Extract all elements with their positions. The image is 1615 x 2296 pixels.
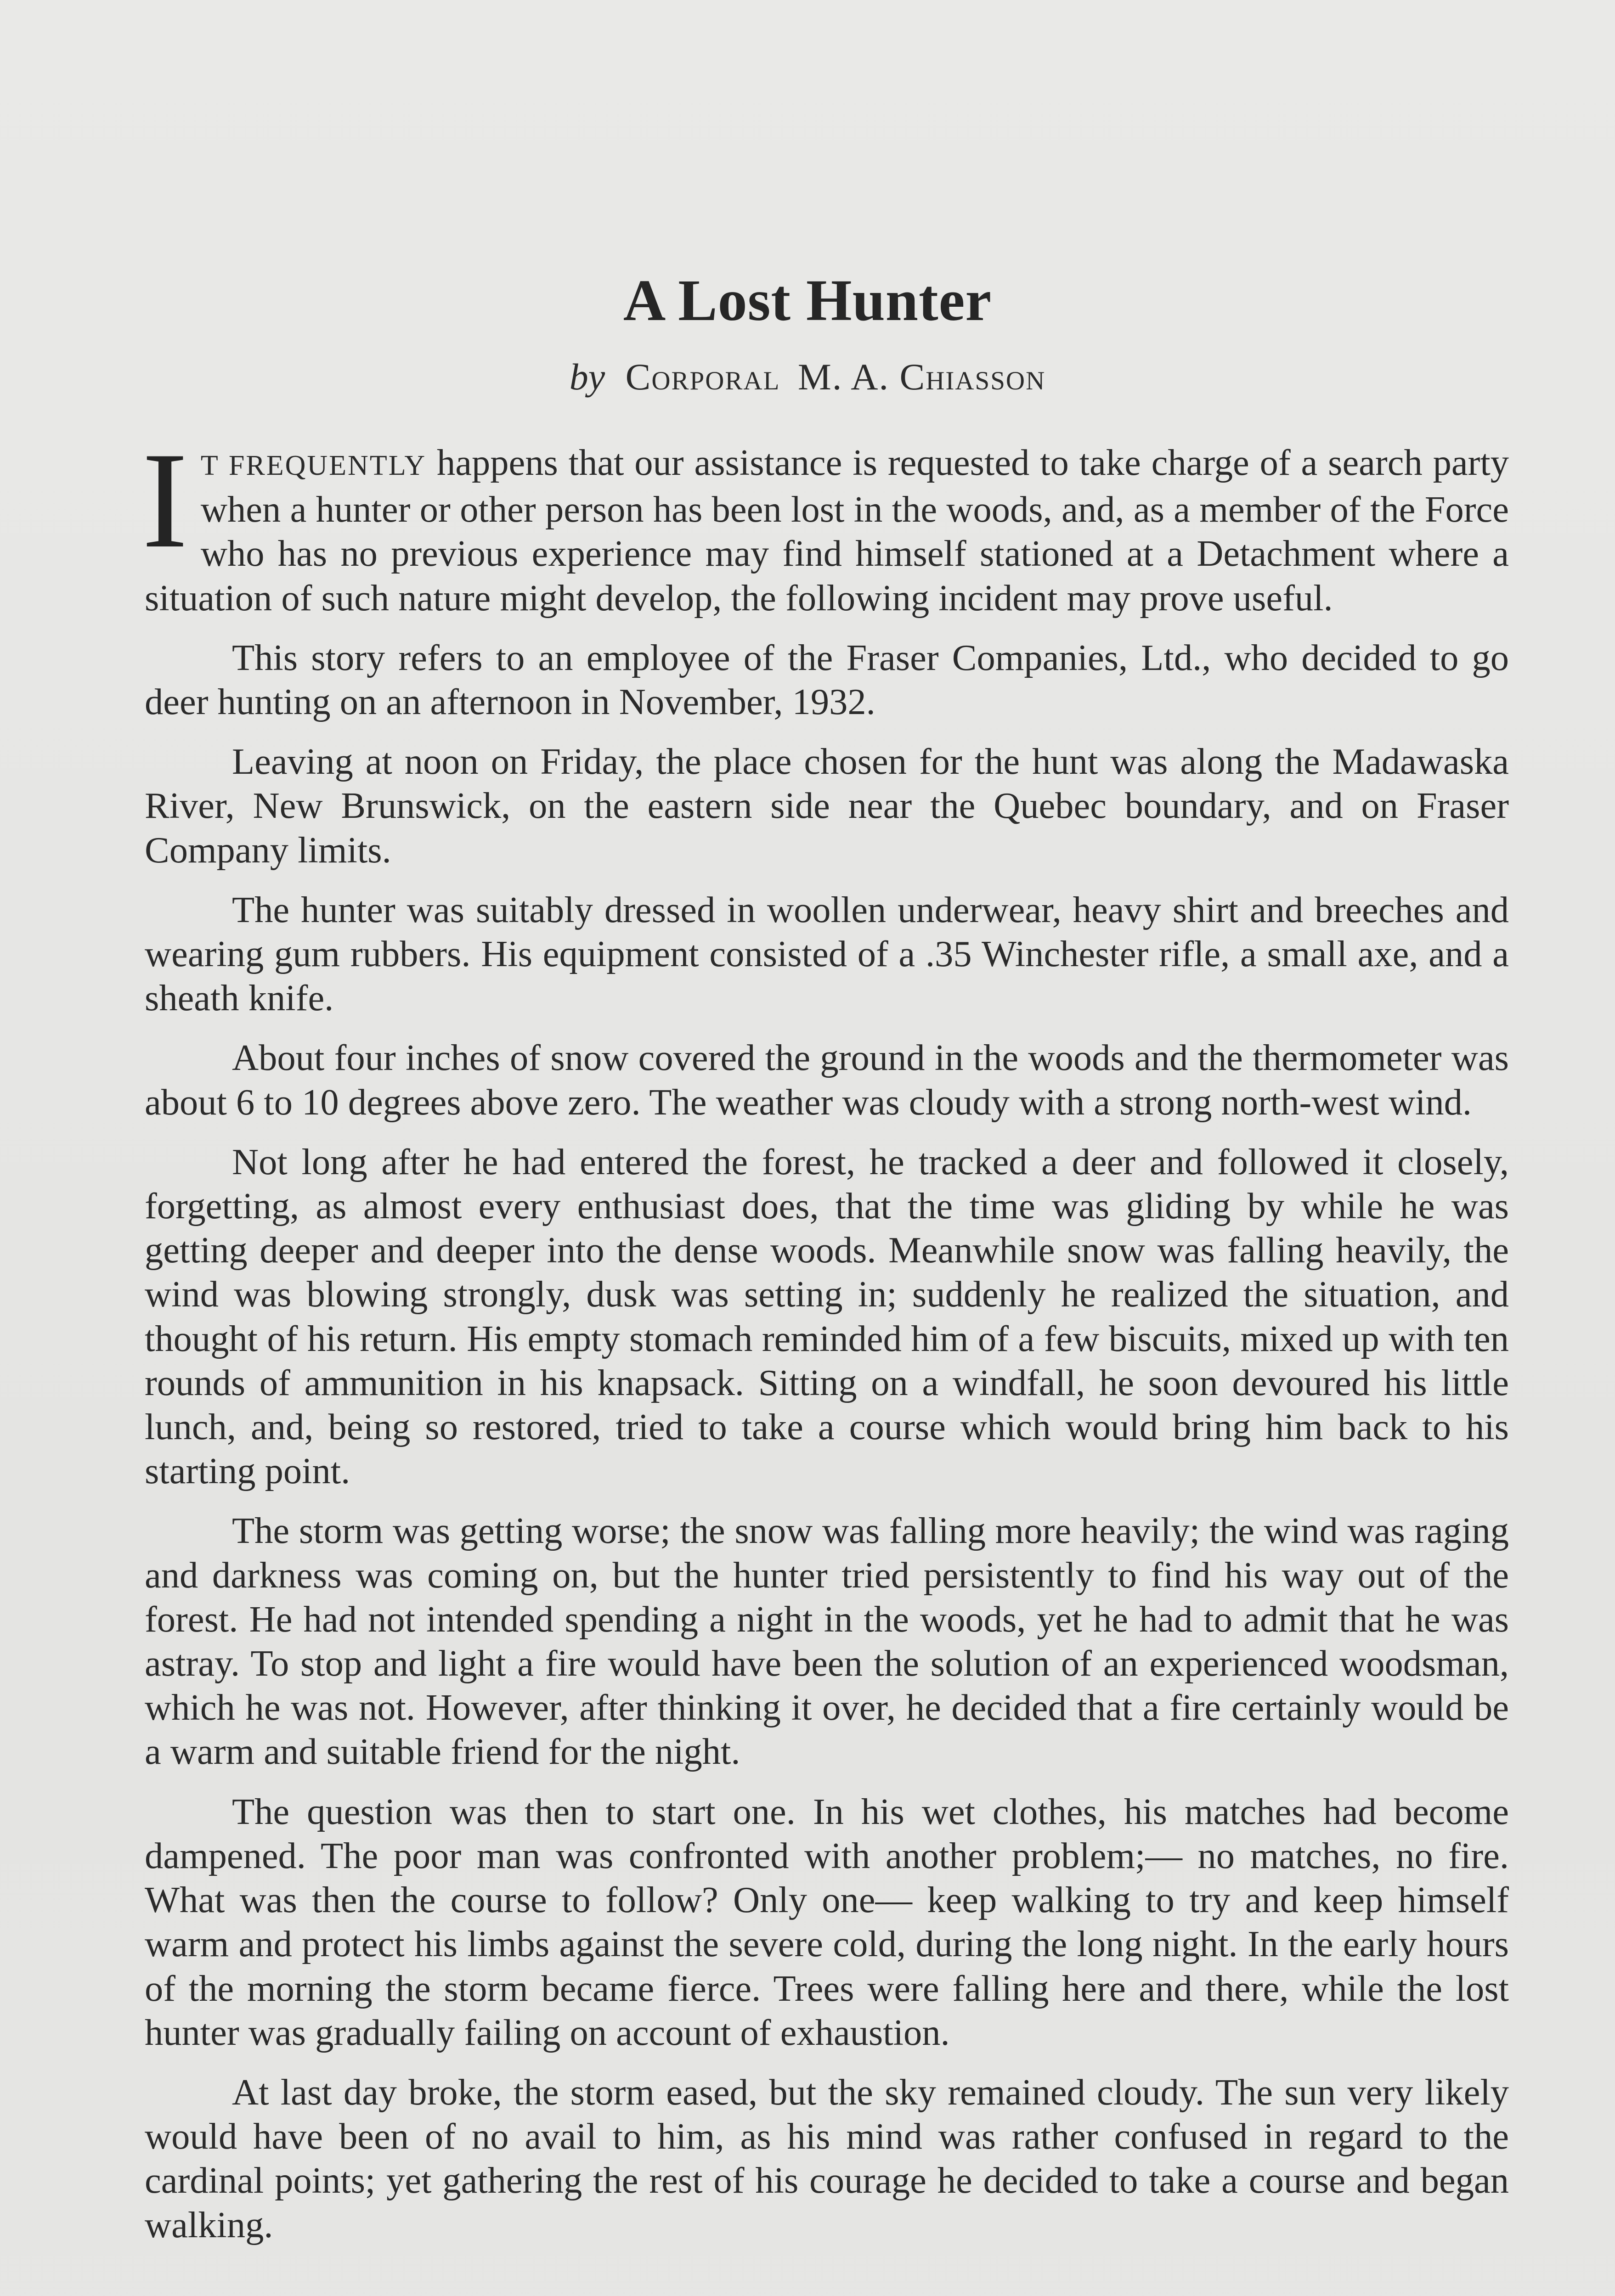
paragraph-6: Not long after he had entered the forest, he tracked a deer and followed it closely, forgetting, as almost every enthusiast does, that the time was gliding by while he was getting deeper and deeper into the dense woods. Meanwhile snow was falling heavily, the wind was blowing strongly, dusk was setting in; suddenly he realized the situation, and thought of his return. His empty stomach reminded him of a few biscuits, mixed up with ten rounds of ammunition in his knapsack. Sitting on a windfall, he soon devoured his little lunch, and, being so restored, tried to take a course which would bring him back to his starting point. — [145, 1141, 1509, 1492]
paragraph-2: This story refers to an employee of the Fraser Companies, Ltd., who decided to go deer hunting on an afternoon in November, 1932. — [145, 637, 1509, 723]
paragraph-7: The storm was getting worse; the snow was falling more heavily; the wind was raging and darkness was coming on, but the hunter tried persistently to find his way out of the forest. He had not intended spending a night in the woods, yet he had to admit that he was astray. To stop and light a fire would have been the solution of an experienced woodsman, which he was not. However, after thinking it over, he decided that a fire certainly would be a warm and suitable friend for the night. — [145, 1510, 1509, 1773]
paragraph-1-text: happens that our assistance is requested to take charge of a search party when a hunter or other person has been lost in the woods, and, as a member of the Force who has no previous experience may find himself stationed at a Detachment where a situation of such nature might develop, the following incident may prove useful. — [145, 442, 1509, 619]
paragraph-5: About four inches of snow covered the ground in the woods and the thermometer was about 6 to 10 degrees above zero. The weather was cloudy with a strong north-west wind. — [145, 1037, 1509, 1123]
lead-small-caps: T FREQUENTLY — [200, 450, 427, 481]
paragraph-9: At last day broke, the storm eased, but the sky remained cloudy. The sun very likely would have been of no avail to him, as his mind was rather confused in regard to the cardinal points; yet gathering the rest of his courage he decided to take a course and began walking. — [145, 2071, 1509, 2245]
article-title: A Lost Hunter — [623, 268, 992, 333]
paragraph-1 — [142, 424, 1509, 620]
paragraph-3: Leaving at noon on Friday, the place chosen for the hunt was along the Madawaska River, New Brunswick, on the eastern side near the Quebec boundary, and on Fraser Company limits. — [145, 741, 1509, 871]
byline — [0, 358, 1615, 396]
byline-prefix: by — [569, 356, 605, 398]
drop-cap: I — [142, 424, 188, 576]
article-body — [142, 424, 1509, 2263]
author-name: M. A. Chiasson — [797, 356, 1046, 398]
author-rank: Corporal — [625, 356, 780, 398]
paragraph-4: The hunter was suitably dressed in woollen underwear, heavy shirt and breeches and wearing gum rubbers. His equipment consisted of a .35 Winchester rifle, a small axe, and a sheath knife. — [145, 889, 1509, 1019]
paragraph-8: The question was then to start one. In his wet clothes, his matches had become dampened. The poor man was confronted with another problem;— no matches, no fire. What was then the course to follow? Only one— keep walking to try and keep himself warm and protect his limbs against the severe cold, during the long night. In the early hours of the morning the storm became fierce. Trees were falling here and there, while the lost hunter was gradually failing on account of exhaustion. — [145, 1791, 1509, 2053]
